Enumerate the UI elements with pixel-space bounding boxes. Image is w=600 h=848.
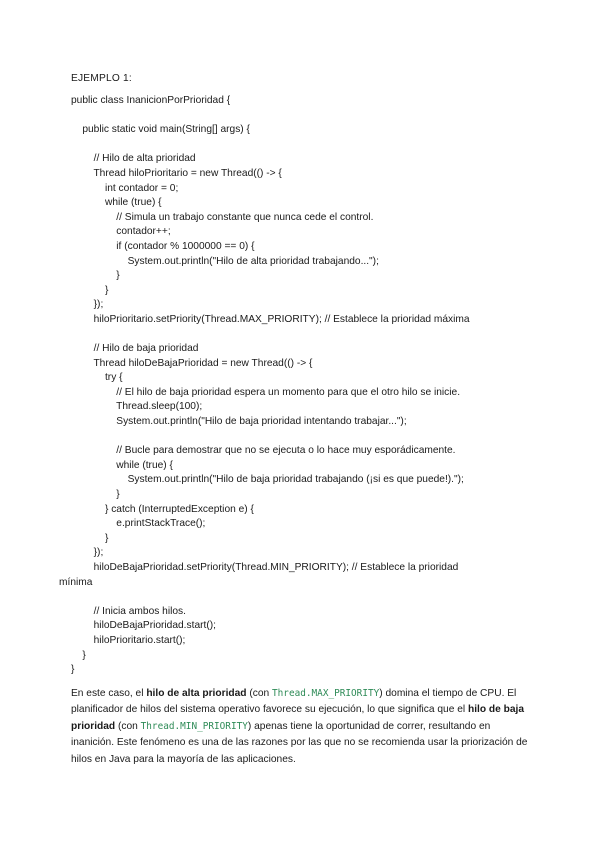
code-line: System.out.println("Hilo de baja prioridad intentando trabajar...");	[71, 416, 407, 428]
code-line: Thread.sleep(100);	[71, 401, 203, 413]
example-heading: EJEMPLO 1:	[71, 73, 132, 84]
bold-phrase: hilo de baja prioridad	[71, 704, 525, 732]
code-line: // Hilo de alta prioridad	[71, 153, 196, 165]
code-line: e.printStackTrace();	[71, 518, 206, 530]
code-line: // Simula un trabajo constante que nunca cede el control.	[71, 211, 374, 223]
code-line: while (true) {	[71, 197, 162, 209]
code-line: Thread hiloPrioritario = new Thread(() -> {	[71, 167, 282, 179]
code-line	[71, 138, 470, 153]
code-line: hiloDeBajaPrioridad.start();	[71, 620, 216, 632]
code-line: });	[71, 299, 104, 311]
paragraph-text: ) domina el tiempo de CPU. El planificador de hilos del sistema operativo favorece su ejecución, lo que significa que el	[71, 688, 517, 716]
paragraph-text: (con	[246, 688, 273, 699]
code-line: }	[71, 664, 75, 676]
inline-code: Thread.MAX_PRIORITY	[272, 688, 380, 699]
code-line: hiloDeBajaPrioridad.setPriority(Thread.MIN_PRIORITY); // Establece la prioridad	[71, 562, 459, 573]
code-block	[59, 94, 470, 678]
code-line: } catch (InterruptedException e) {	[71, 503, 254, 515]
code-line	[71, 109, 470, 124]
code-line: System.out.println("Hilo de baja prioridad trabajando (¡si es que puede!).");	[71, 474, 464, 486]
code-line: }	[71, 649, 86, 661]
paragraph-text: En este caso, el	[71, 688, 147, 699]
code-line: mínima	[59, 576, 93, 588]
code-line: while (true) {	[71, 459, 173, 471]
code-line: contador++;	[71, 226, 171, 238]
code-line	[71, 590, 470, 605]
code-line	[71, 328, 470, 343]
code-line: if (contador % 1000000 == 0) {	[71, 240, 255, 252]
paragraph-text: ) apenas tiene la oportunidad de correr, resultando en inanición. Este fenómeno es una de las razones por las que no se recomienda usar la priorización de hilos en Java para la mayoría de las aplicaciones.	[71, 720, 528, 765]
code-line: // El hilo de baja prioridad espera un momento para que el otro hilo se inicie.	[71, 386, 461, 398]
code-line: });	[71, 547, 104, 559]
code-line: hiloPrioritario.start();	[71, 634, 186, 646]
code-line: // Inicia ambos hilos.	[71, 605, 186, 617]
code-line: int contador = 0;	[71, 182, 179, 194]
code-line: // Bucle para demostrar que no se ejecuta o lo hace muy esporádicamente.	[71, 445, 456, 457]
code-line: }	[71, 532, 109, 544]
inline-code: Thread.MIN_PRIORITY	[140, 720, 248, 732]
code-line	[71, 430, 470, 445]
code-line: try {	[71, 372, 123, 384]
paragraph-text: (con	[115, 720, 141, 732]
bold-phrase: hilo de alta prioridad	[146, 688, 247, 699]
explanation-paragraph	[71, 686, 531, 768]
code-line: public static void main(String[] args) {	[71, 124, 250, 136]
code-line: Thread hiloDeBajaPrioridad = new Thread(() -> {	[71, 357, 313, 369]
code-line: System.out.println("Hilo de alta prioridad trabajando...");	[71, 255, 379, 267]
code-line: }	[71, 270, 120, 282]
code-line: hiloPrioritario.setPriority(Thread.MAX_PRIORITY); // Establece la prioridad máxima	[71, 313, 470, 325]
code-line: }	[71, 489, 120, 501]
code-line: public class InanicionPorPrioridad {	[71, 95, 231, 106]
code-line: // Hilo de baja prioridad	[71, 343, 199, 355]
code-line: }	[71, 284, 109, 296]
